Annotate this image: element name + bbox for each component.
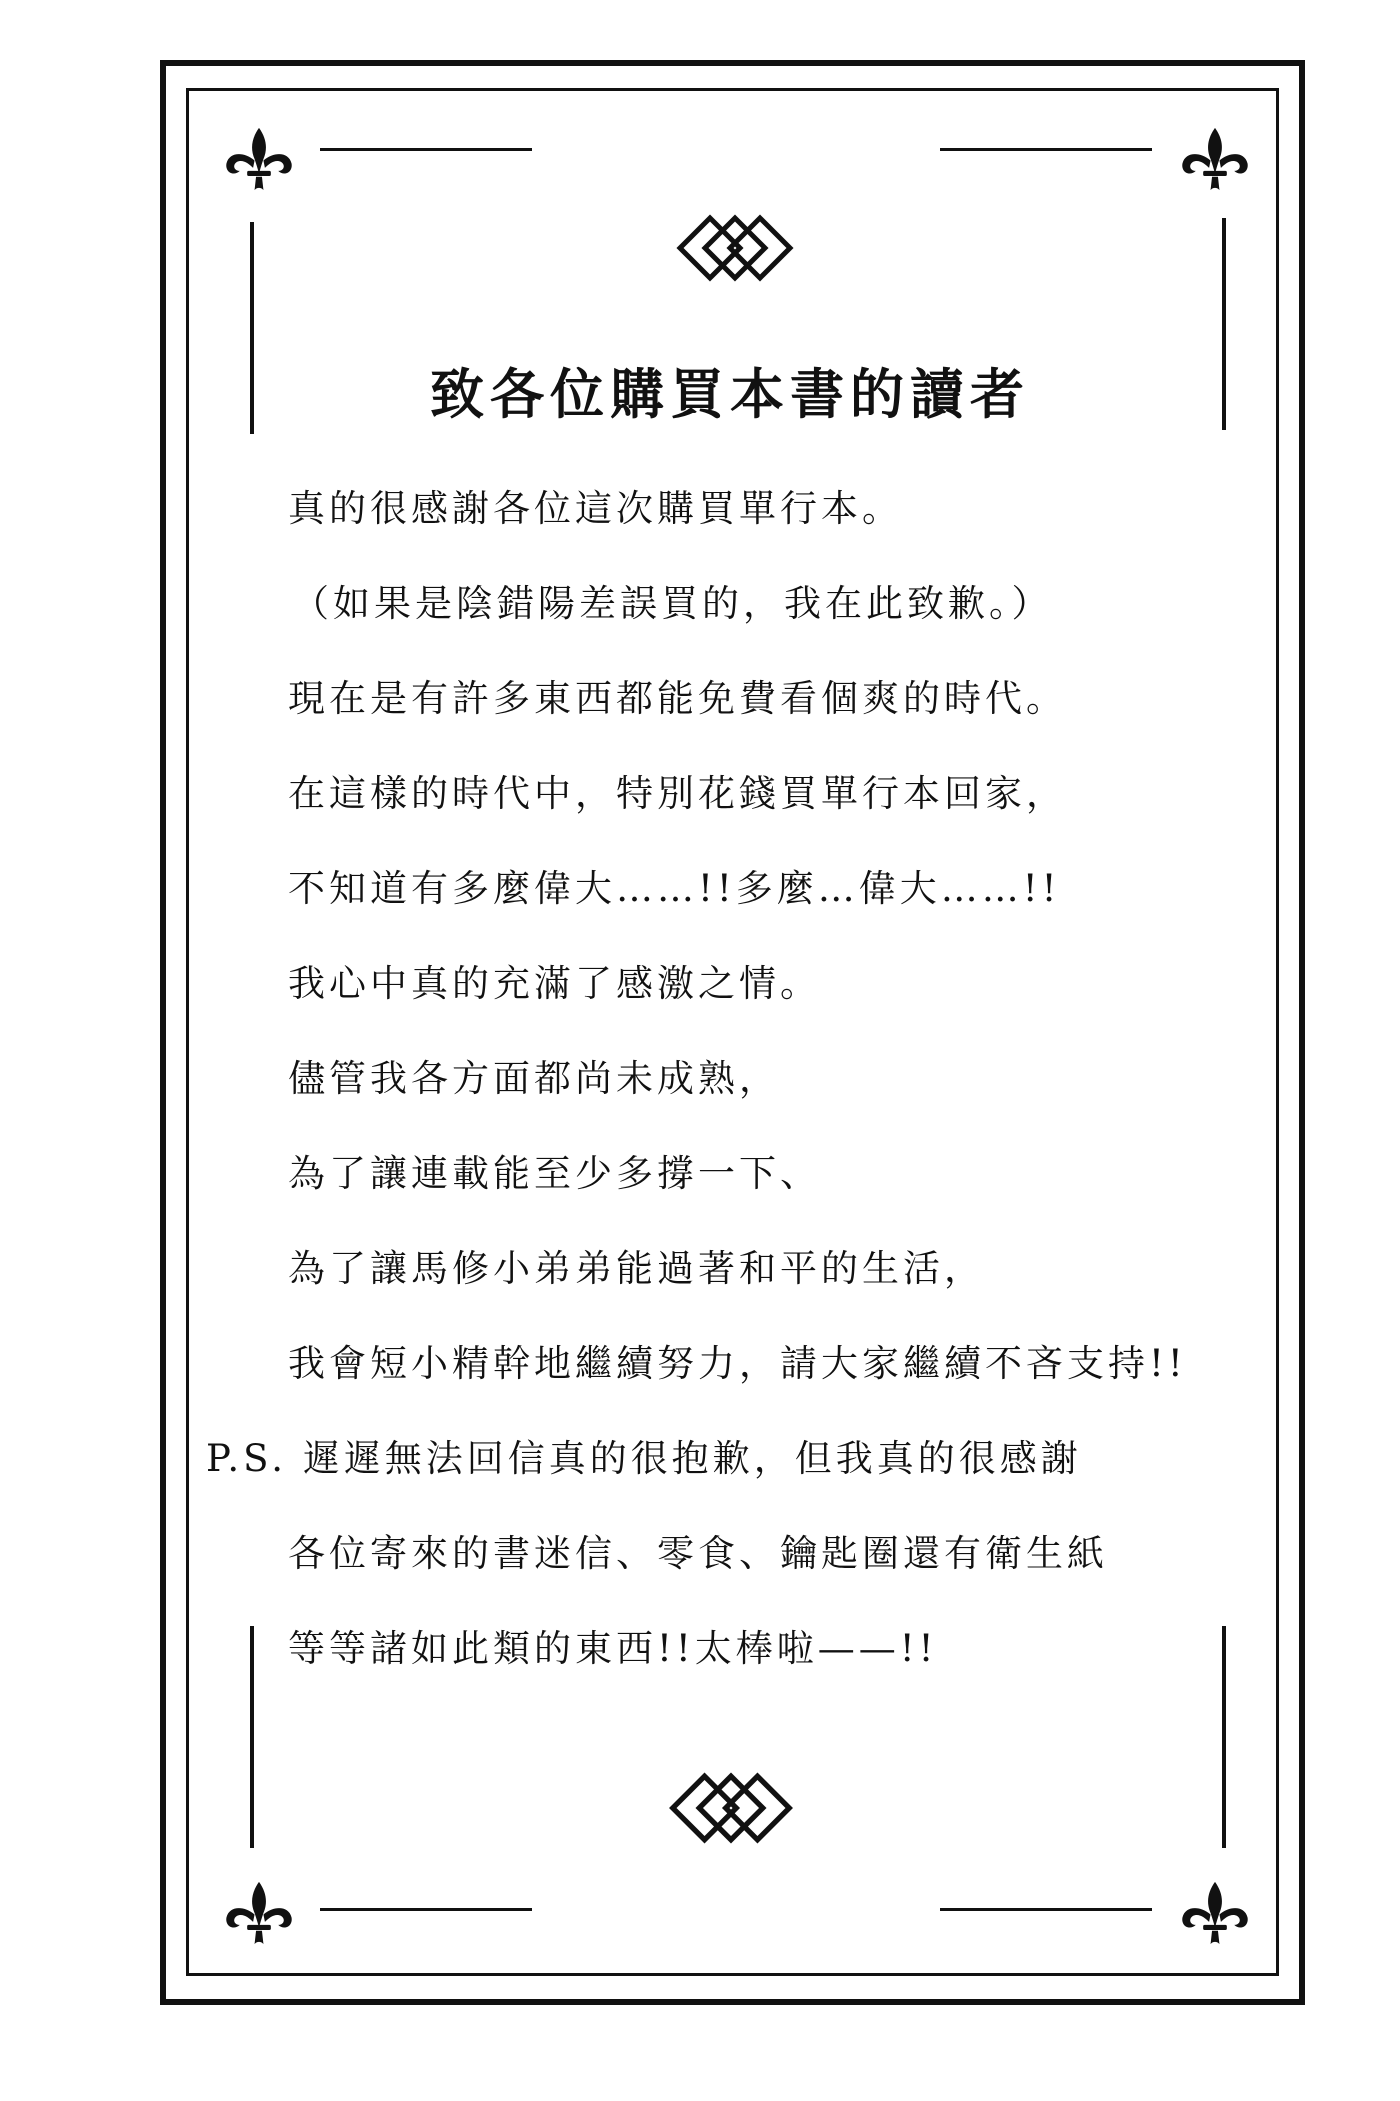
interlocked-diamonds-icon [676,214,794,282]
fleur-de-lis-icon [222,1876,296,1950]
letter-line: 真的很感謝各位這次購買單行本。 [288,487,903,530]
letter-line: 儘管我各方面都尚未成熟， [288,1057,780,1100]
letter-line: 等等諸如此類的東西!!太棒啦——!! [288,1627,938,1670]
fleur-de-lis-icon [222,122,296,196]
letter-line: （如果是陰錯陽差誤買的，我在此致歉。） [292,582,1053,625]
letter-line: 各位寄來的書迷信、零食、鑰匙圈還有衛生紙 [288,1532,1108,1575]
bottom-right-rule [940,1908,1152,1911]
letter-line: 在這樣的時代中，特別花錢買單行本回家， [288,772,1067,815]
bottom-left-rule [320,1908,532,1911]
right-rule-bottom [1222,1626,1226,1848]
letter-line: 不知道有多麼偉大……!!多麼…偉大……!! [288,867,1061,910]
fleur-de-lis-icon [1178,1876,1252,1950]
letter-line: 我會短小精幹地繼續努力，請大家繼續不吝支持!! [288,1342,1187,1385]
letter-line: 我心中真的充滿了感激之情。 [288,962,821,1005]
letter-line: 為了讓連載能至少多撐一下、 [288,1152,821,1195]
letter-line: P.S. 遲遲無法回信真的很抱歉，但我真的很感謝 [206,1437,1082,1480]
page-title: 致各位購買本書的讀者 [430,362,1030,426]
letter-line: 為了讓馬修小弟弟能過著和平的生活， [288,1247,985,1290]
fleur-de-lis-icon [1178,122,1252,196]
top-left-rule [320,148,532,151]
interlocked-diamonds-icon [668,1772,794,1844]
left-rule-bottom [250,1626,254,1848]
letter-line: 現在是有許多東西都能免費看個爽的時代。 [288,677,1067,720]
top-right-rule [940,148,1152,151]
